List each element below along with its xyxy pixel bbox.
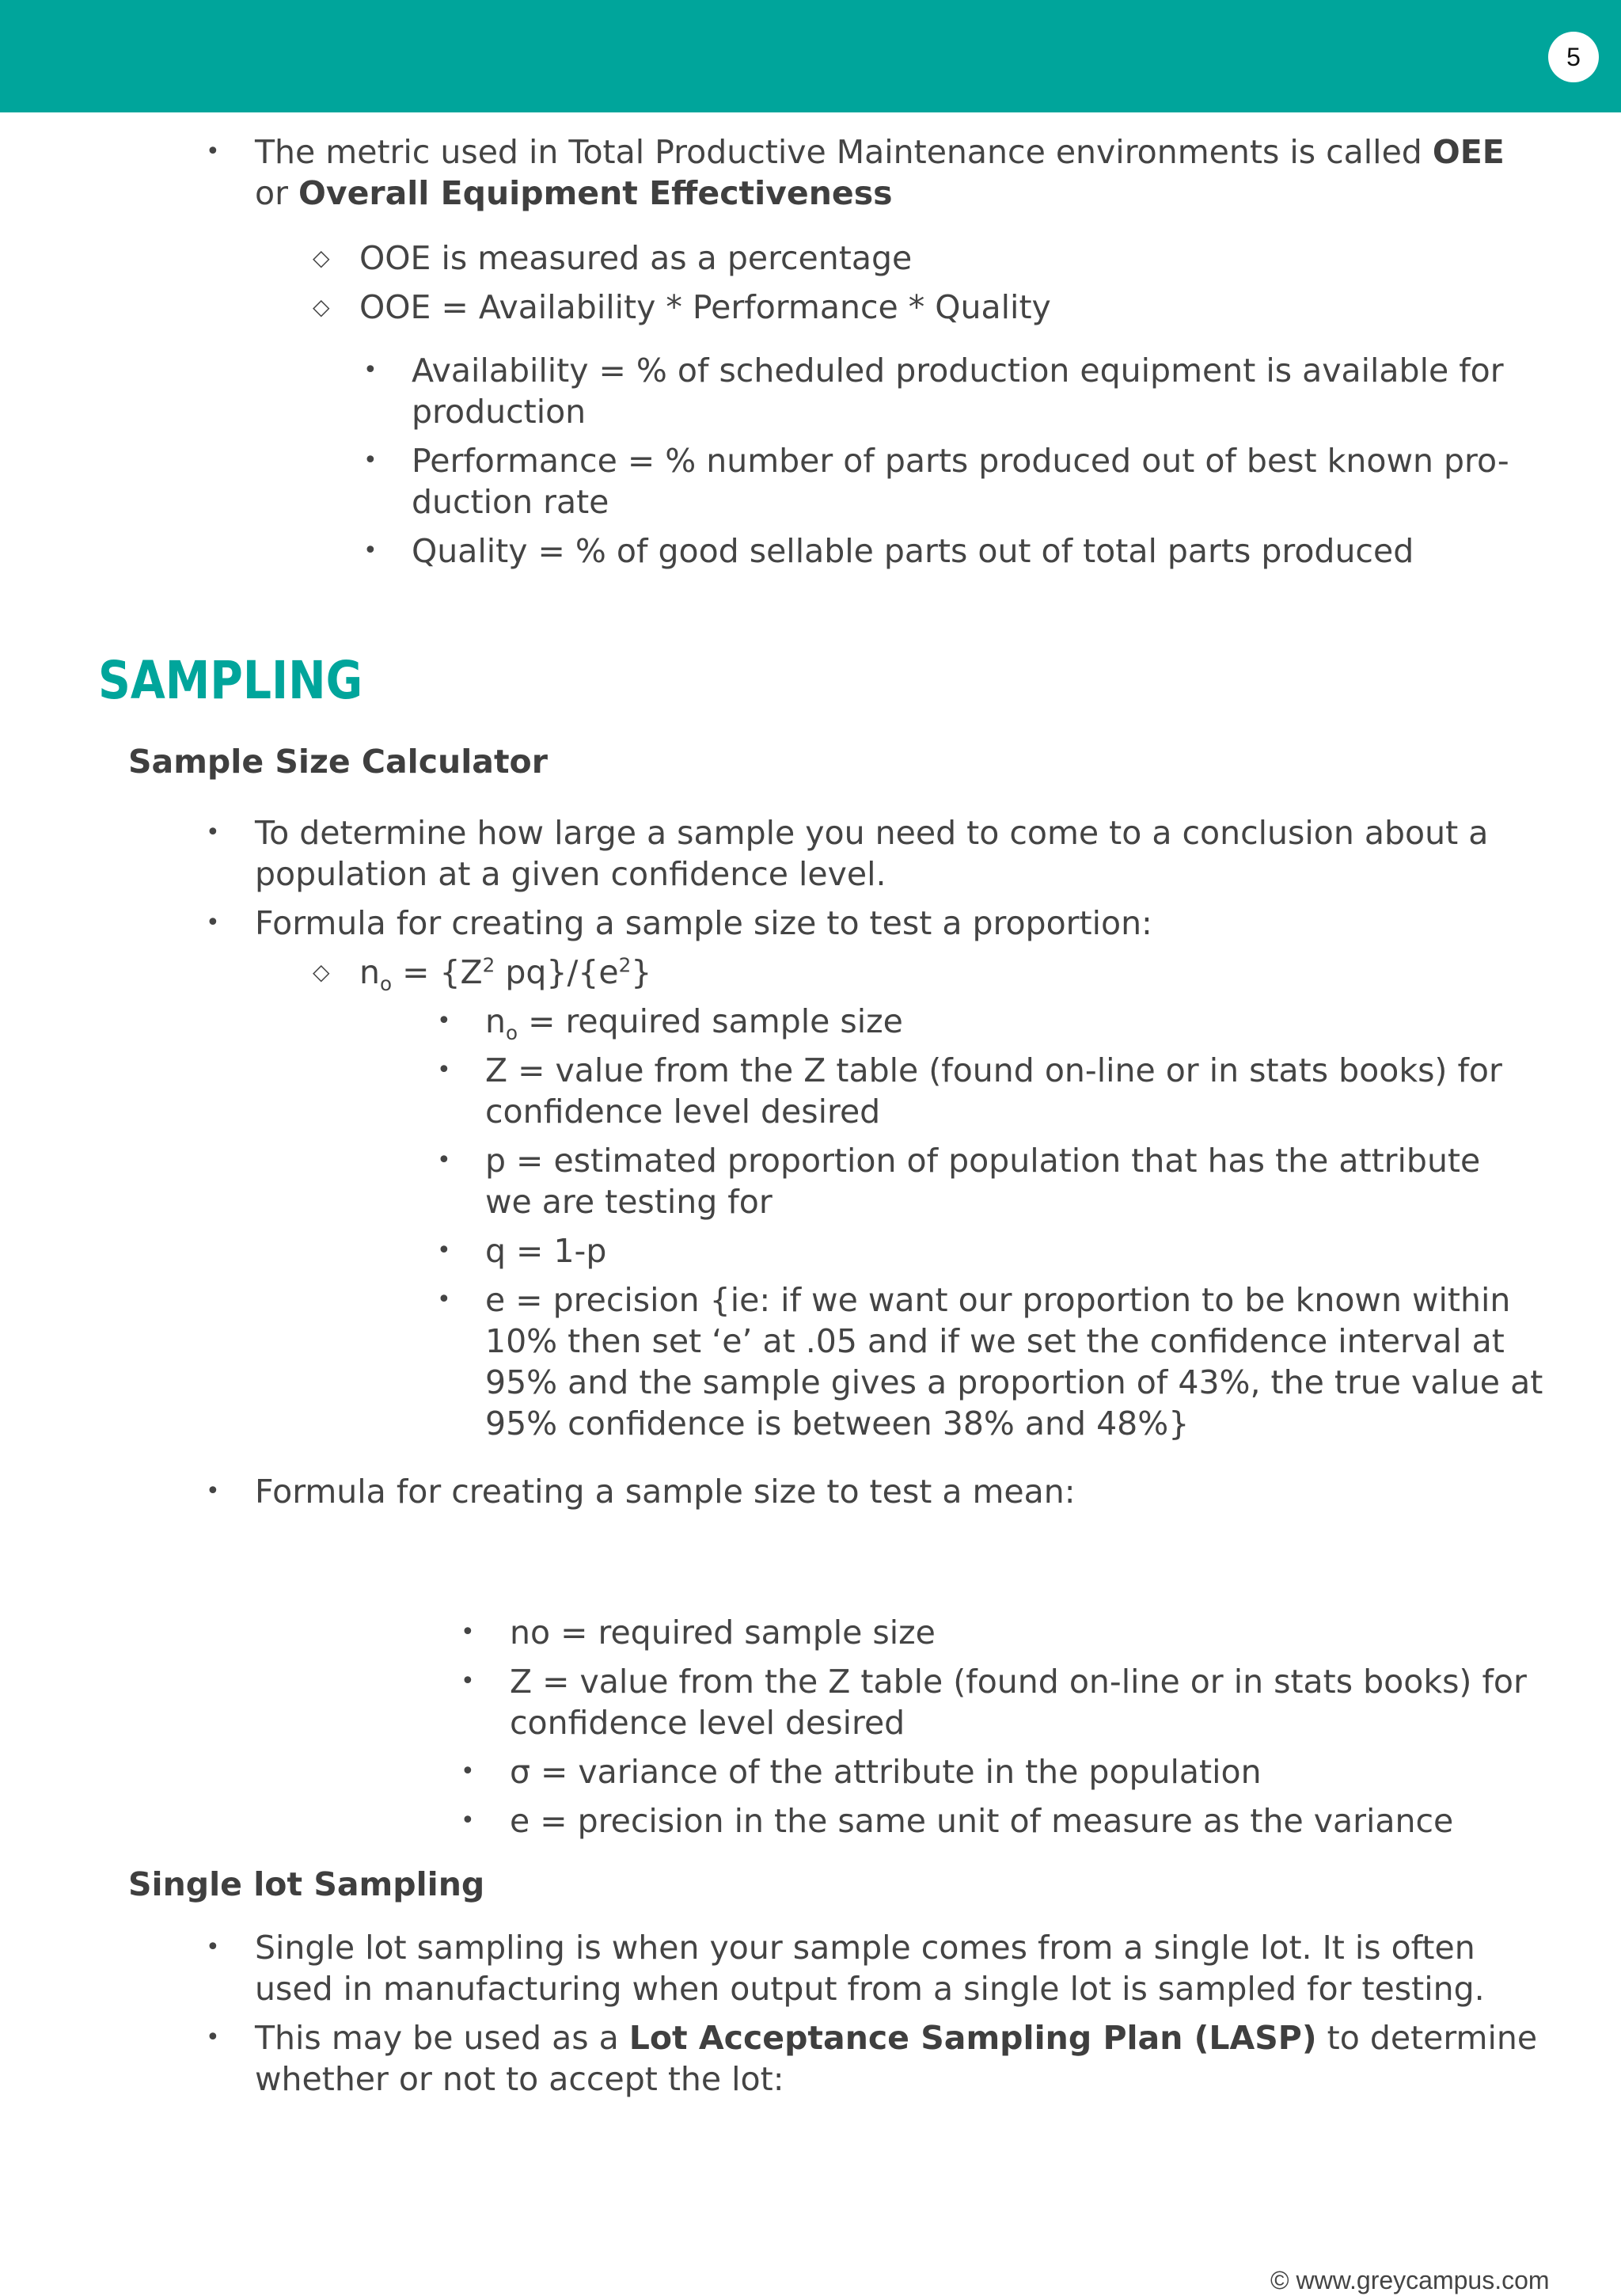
term-e-line1: e = precision {ie: if we want our proportion to be known within — [485, 1281, 1511, 1319]
diamond-bullet-icon: ◇ — [313, 959, 330, 985]
mean-term-e: e = precision in the same unit of measure as the variance — [510, 1802, 1454, 1840]
term-e-line2: 10% then set ‘e’ at .05 and if we set the confidence interval at — [485, 1322, 1505, 1360]
diamond-bullet-icon: ◇ — [313, 294, 330, 320]
term-no: $n_o$ = required sample size — [485, 1002, 903, 1045]
bullet-icon: • — [363, 447, 378, 474]
bullet-icon: • — [363, 356, 378, 384]
lasp-line2: whether or not to accept the lot: — [255, 2060, 784, 2098]
mean-heading: Formula for creating a sample size to test a mean: — [255, 1473, 1076, 1511]
footer-copyright: © www.greycampus.com — [1270, 2266, 1550, 2294]
bullet-icon: • — [206, 2024, 220, 2051]
diamond-bullet-icon: ◇ — [313, 245, 330, 271]
single-lot-line2: used in manufacturing when output from a single lot is sampled for testing. — [255, 1970, 1485, 2008]
bullet-icon: • — [363, 537, 378, 564]
page-number-badge: 5 — [1548, 32, 1599, 82]
bullet-icon: • — [437, 1007, 451, 1035]
oee-performance-line2: duction rate — [412, 483, 609, 521]
oee-sub-item: OOE = Availability * Performance * Quality — [359, 288, 1051, 326]
bullet-icon: • — [437, 1056, 451, 1084]
term-p-line2: we are testing for — [485, 1183, 773, 1221]
bullet-icon: • — [461, 1807, 475, 1834]
intro-line2: population at a given confidence level. — [255, 855, 886, 893]
oee-sub-item: OOE is measured as a percentage — [359, 239, 913, 277]
intro-line1: To determine how large a sample you need to come to a conclusion about a — [255, 814, 1489, 852]
mean-term-sigma: σ = variance of the attribute in the population — [510, 1753, 1262, 1791]
mean-term-no: no = required sample size — [510, 1614, 936, 1652]
bullet-icon: • — [461, 1667, 475, 1695]
oee-bullet-line1: The metric used in Total Productive Maintenance environments is called OEE — [255, 133, 1505, 171]
bullet-icon: • — [437, 1237, 451, 1264]
single-lot-line1: Single lot sampling is when your sample comes from a single lot. It is often — [255, 1929, 1475, 1967]
lasp-line1: This may be used as a Lot Acceptance Sampling Plan (LASP) to determine — [255, 2019, 1538, 2057]
section-title: SAMPLING — [98, 650, 363, 711]
proportion-heading: Formula for creating a sample size to test a proportion: — [255, 904, 1152, 942]
term-p-line1: p = estimated proportion of population that has the attribute — [485, 1142, 1481, 1180]
term-z-line2: confidence level desired — [485, 1093, 881, 1131]
oee-quality-line: Quality = % of good sellable parts out of total parts produced — [412, 532, 1414, 570]
mean-formula-area — [475, 1536, 1187, 1615]
bullet-icon: • — [206, 1933, 220, 1961]
oee-availability-line1: Availability = % of scheduled production equipment is available for — [412, 352, 1504, 390]
oee-performance-line1: Performance = % number of parts produced out of best known pro- — [412, 442, 1509, 480]
mean-term-z-line1: Z = value from the Z table (found on-line or in stats books) for — [510, 1663, 1527, 1701]
bullet-icon: • — [461, 1618, 475, 1646]
term-z-line1: Z = value from the Z table (found on-line or in stats books) for — [485, 1051, 1502, 1089]
bullet-icon: • — [206, 1477, 220, 1505]
term-q: q = 1-p — [485, 1232, 607, 1270]
bullet-icon: • — [437, 1286, 451, 1313]
bullet-icon: • — [461, 1758, 475, 1785]
bullet-icon: • — [437, 1146, 451, 1174]
oee-availability-line2: production — [412, 393, 587, 431]
term-e-line4: 95% confidence is between 38% and 48%} — [485, 1405, 1190, 1443]
subheading-sample-size-calculator: Sample Size Calculator — [128, 743, 548, 781]
bullet-icon: • — [206, 138, 220, 165]
proportion-formula: $n_o = \{Z^2$ $pq\}/\{e^2\}$ — [359, 953, 652, 996]
oee-bullet-line2: or Overall Equipment Effectiveness — [255, 174, 893, 212]
bullet-icon: • — [206, 819, 220, 846]
subheading-single-lot-sampling: Single lot Sampling — [128, 1865, 485, 1903]
mean-term-z-line2: confidence level desired — [510, 1704, 905, 1742]
bullet-icon: • — [206, 909, 220, 937]
header-bar — [0, 0, 1621, 112]
term-e-line3: 95% and the sample gives a proportion of 43%, the true value at — [485, 1363, 1543, 1401]
